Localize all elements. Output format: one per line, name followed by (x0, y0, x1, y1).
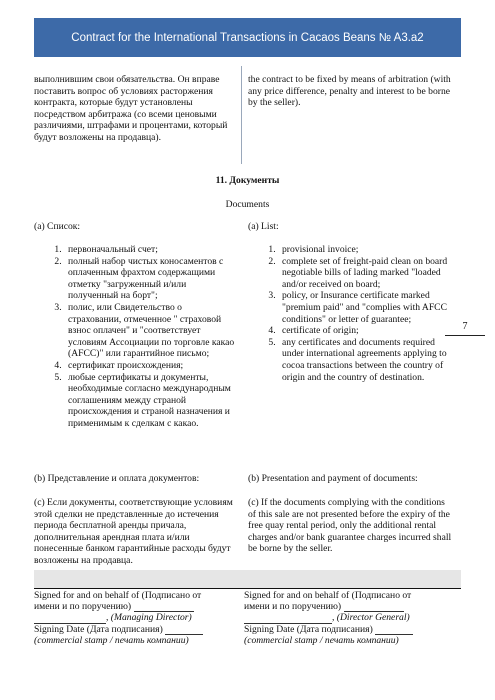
signature-block-right (244, 590, 459, 646)
page-number: 7 (462, 321, 468, 332)
column-divider (241, 66, 242, 164)
list-item: 3. policy, or Insurance certificate marked "premium paid" and "complies with AFCC conditions" or letter of guarantee; (278, 290, 453, 325)
section-title-en: Documents (225, 199, 270, 210)
presentation-heading-en: (b) Presentation and payment of documents: (248, 473, 418, 484)
top-paragraph-en: the contract to be fixed by means of arbitration (with any price difference, penalty and interest to be borne by the seller). (248, 74, 451, 109)
signature-blank[interactable] (134, 602, 194, 612)
signature-line1: Signed for and on behalf of (Подписано от (244, 590, 412, 601)
signing-date-label: Signing Date (Дата подписания) (244, 623, 373, 635)
list-item: 1. provisional invoice; (278, 244, 453, 256)
page-number-rule (445, 335, 485, 336)
list-heading-en: (a) List: (248, 221, 279, 232)
signature-separator-band (34, 570, 461, 588)
section-title-ru: 11. Документы (215, 175, 280, 186)
clause-c-ru: (c) Если документы, соответствующие условиям этой сделки не представленные до истечения периода бесплатной аренды причала, дополнительная арендная плата и/или понесенные банком гарантийные расходы будут возложены на продавца. (34, 497, 233, 566)
list-item: 4. certificate of origin; (278, 325, 453, 337)
signature-line2: имени и по поручению) (34, 601, 132, 613)
clause-c-en: (c) If the documents complying with the conditions of this sale are not presented before the expiry of the free quay rental period, only the additional rental charges and/or bank guarantee charges incurred shall be borne by the seller. (248, 497, 452, 555)
signature-line1: Signed for and on behalf of (Подписано от (34, 590, 202, 601)
signature-separator-rule (34, 588, 461, 589)
signing-date-blank[interactable] (165, 625, 203, 635)
list-heading-ru: (a) Список: (34, 221, 81, 232)
signature-name-blank[interactable] (244, 614, 332, 624)
signing-date-blank[interactable] (375, 625, 413, 635)
list-item: 5. any certificates and documents required under international agreements applying to cocoa transactions between the country of origin and the country of destination. (278, 337, 453, 383)
list-item: 2. complete set of freight-paid clean on board negotiable bills of lading marked "loaded and/or received on board; (278, 256, 453, 291)
presentation-heading-ru: (b) Представление и оплата документов: (34, 473, 200, 484)
signature-name-blank[interactable] (34, 614, 106, 624)
list-item: 5. любые сертификаты и документы, необходимые согласно международным соглашениям между страной происхождения и страной назначения и применимым к сделкам с какао. (64, 372, 236, 430)
header-title: Contract for the International Transactions in Cacaos Beans № A3.a2 (71, 31, 424, 44)
commercial-stamp-label: (commercial stamp / печать компании) (34, 634, 189, 646)
signature-role: , (Managing Director) (106, 612, 192, 624)
list-item: 4. сертификат происхождения; (64, 360, 236, 372)
commercial-stamp-label: (commercial stamp / печать компании) (244, 634, 399, 646)
top-paragraph-ru: выполнившим свои обязательства. Он вправе поставить вопрос об условиях расторжения контракта, которые будут установлены посредством арбитража (со всеми ценовыми различиями, штрафами и процентами, который будут возложены на продавца). (34, 74, 228, 143)
list-item: 2. полный набор чистых коносаментов с оплаченным фрахтом содержащими отметку "загруженный и/или полученный на борт"; (64, 256, 236, 302)
signing-date-label: Signing Date (Дата подписания) (34, 623, 163, 635)
documents-list-en (248, 244, 453, 383)
signature-blank[interactable] (344, 602, 404, 612)
list-item: 3. полис, или Свидетельство о страховании, отмеченное " страховой взнос оплачен" и "соответствует условиям Ассоциации по торговле какао (AFCC)" или гарантийное письмо; (64, 302, 236, 360)
signature-line2: имени и по поручению) (244, 601, 342, 613)
document-header (34, 18, 461, 57)
documents-list-ru (34, 244, 236, 430)
list-item: 1. первоначальный счет; (64, 244, 236, 256)
signature-role: , (Director General) (332, 612, 410, 624)
signature-block-left (34, 590, 239, 646)
